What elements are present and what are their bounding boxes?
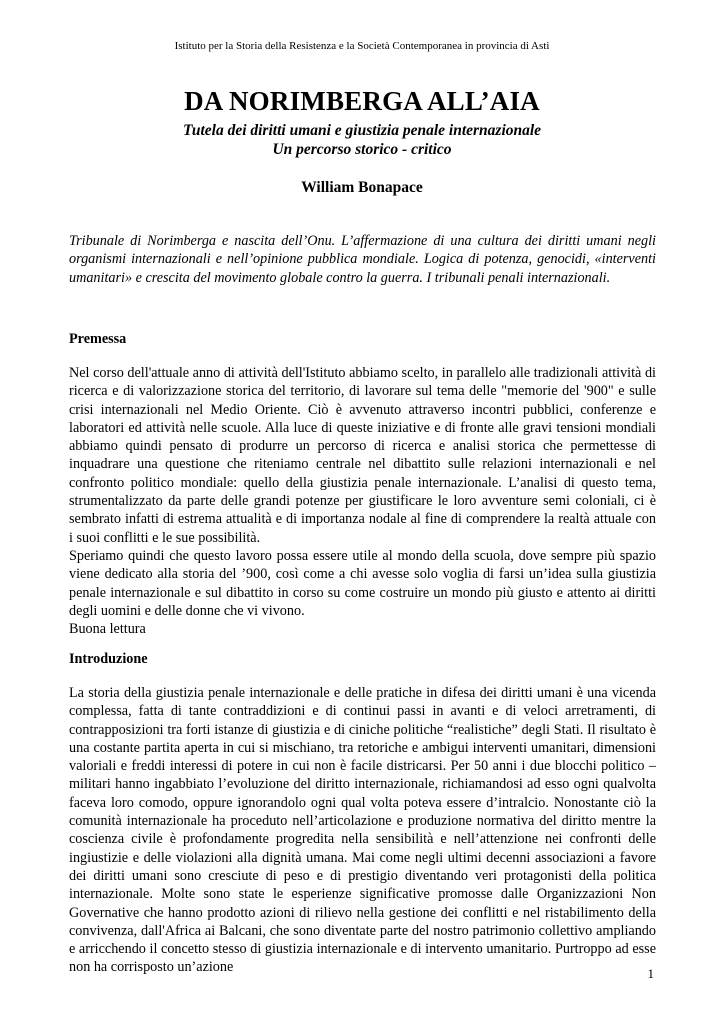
document-title: DA NORIMBERGA ALL’AIA	[184, 86, 540, 116]
premessa-paragraph-1: Nel corso dell'attuale anno di attività dell'Istituto abbiamo scelto, in parallelo alle tradizionali attività di ricerca e di valorizzazione storica del territorio, di lavorare sul tema delle "memorie del '900" e sulle crisi internazionali nel Medio Oriente. Ciò è avvenuto attraverso incontri pubblici, conferenze e laboratori ed attività nelle scuole. Alla luce di queste iniziative e di fronte alle gravi tensioni mondiali abbiamo quindi pensato di produrre un percorso di ricerca e analisi storica che permettesse di inquadrare una questione che riteniamo centrale nel dibattito sulle relazioni internazionali e nel confronto politico mondiale: quello della giustizia penale internazionale. L’analisi di questo tema, strumentalizzato da parte delle grandi potenze per giustificare le loro avventure semi coloniali, ci è sembrato infatti di estrema attualità e di importanza nodale al fine di comprendere la realtà attuale con i suoi conflitti e le sue possibilità.	[69, 365, 656, 546]
section-premessa	[69, 364, 656, 638]
page-number: 1	[647, 966, 654, 981]
premessa-paragraph-3: Buona lettura	[69, 621, 146, 638]
section-heading-premessa: Premessa	[69, 331, 127, 347]
introduzione-paragraph: La storia della giustizia penale internazionale e delle pratiche in difesa dei diritti umani è una vicenda complessa, fatta di tante contraddizioni e di continui passi in avanti e di veloci arretramenti, di contrapposizioni tra forti istanze di giustizia e di ciniche politiche “realistiche” degli Stati. Il risultato è una costante partita aperta in cui si mischiano, tra retoriche e ambigui interventi umanitari, dimensioni valoriali e freddi interessi di potere in cui non è facile districarsi. Per 50 anni i due blocchi politico – militari hanno ingabbiato l’evoluzione del diritto internazionale, richiamandosi ad esso ogni qualvolta faceva loro comodo, oppure ignorandolo ogni qual volta poteva essere d’intralcio. Nonostante ciò la comunità internazionale ha proceduto nell’articolazione e produzione normativa del diritto mentre la coscienza civile è profondamente progredita nella sensibilità e nell’attenzione nei confronti delle ingiustizie e delle violazioni alla dignità umana. Mai come negli ultimi decenni associazioni a favore dei diritti umani sono cresciute di peso e di prestigio diventando veri protagonisti della politica internazionale. Molte sono state le esperienze significative promosse dalle Organizzazioni Non Governative che hanno prodotto azioni di rilievo nella gestione dei conflitti e nel ristabilimento della convivenza, dall'Africa ai Balcani, che sono diventate parte del nostro patrimonio collettivo ampliando e arricchendo il concetto stesso di giustizia internazionale e di intervento umanitario. Purtroppo ad esse non ha corrisposto un’azione	[69, 685, 656, 976]
document-subtitle-line1: Tutela dei diritti umani e giustizia penale internazionale	[182, 122, 542, 139]
abstract-text: Tribunale di Norimberga e nascita dell’Onu. L’affermazione di una cultura dei diritti umani negli organismi internazionali e nell’opinione pubblica mondiale. Logica di potenza, genocidi, «interventi umanitari» e crescita del movimento globale contro la guerra. I tribunali penali internazionali.	[69, 233, 656, 286]
abstract	[69, 232, 656, 287]
author-name: William Bonapace	[301, 179, 423, 196]
institute-header: Istituto per la Storia della Resistenza e la Società Contemporanea in provincia di Asti	[174, 40, 550, 52]
premessa-paragraph-2: Speriamo quindi che questo lavoro possa essere utile al mondo della scuola, dove sempre più spazio viene dedicato alla storia del ’900, così come a chi avesse solo voglia di farsi un’idea sulla giustizia penale internazionale e sul dibattito in corso su come costruire un mondo più giusto e attento ai diritti degli uomini e delle donne che vi vivono.	[69, 547, 656, 619]
section-introduzione	[69, 684, 656, 977]
document-subtitle-line2: Un percorso storico - critico	[272, 141, 452, 158]
section-heading-introduzione: Introduzione	[69, 651, 148, 667]
